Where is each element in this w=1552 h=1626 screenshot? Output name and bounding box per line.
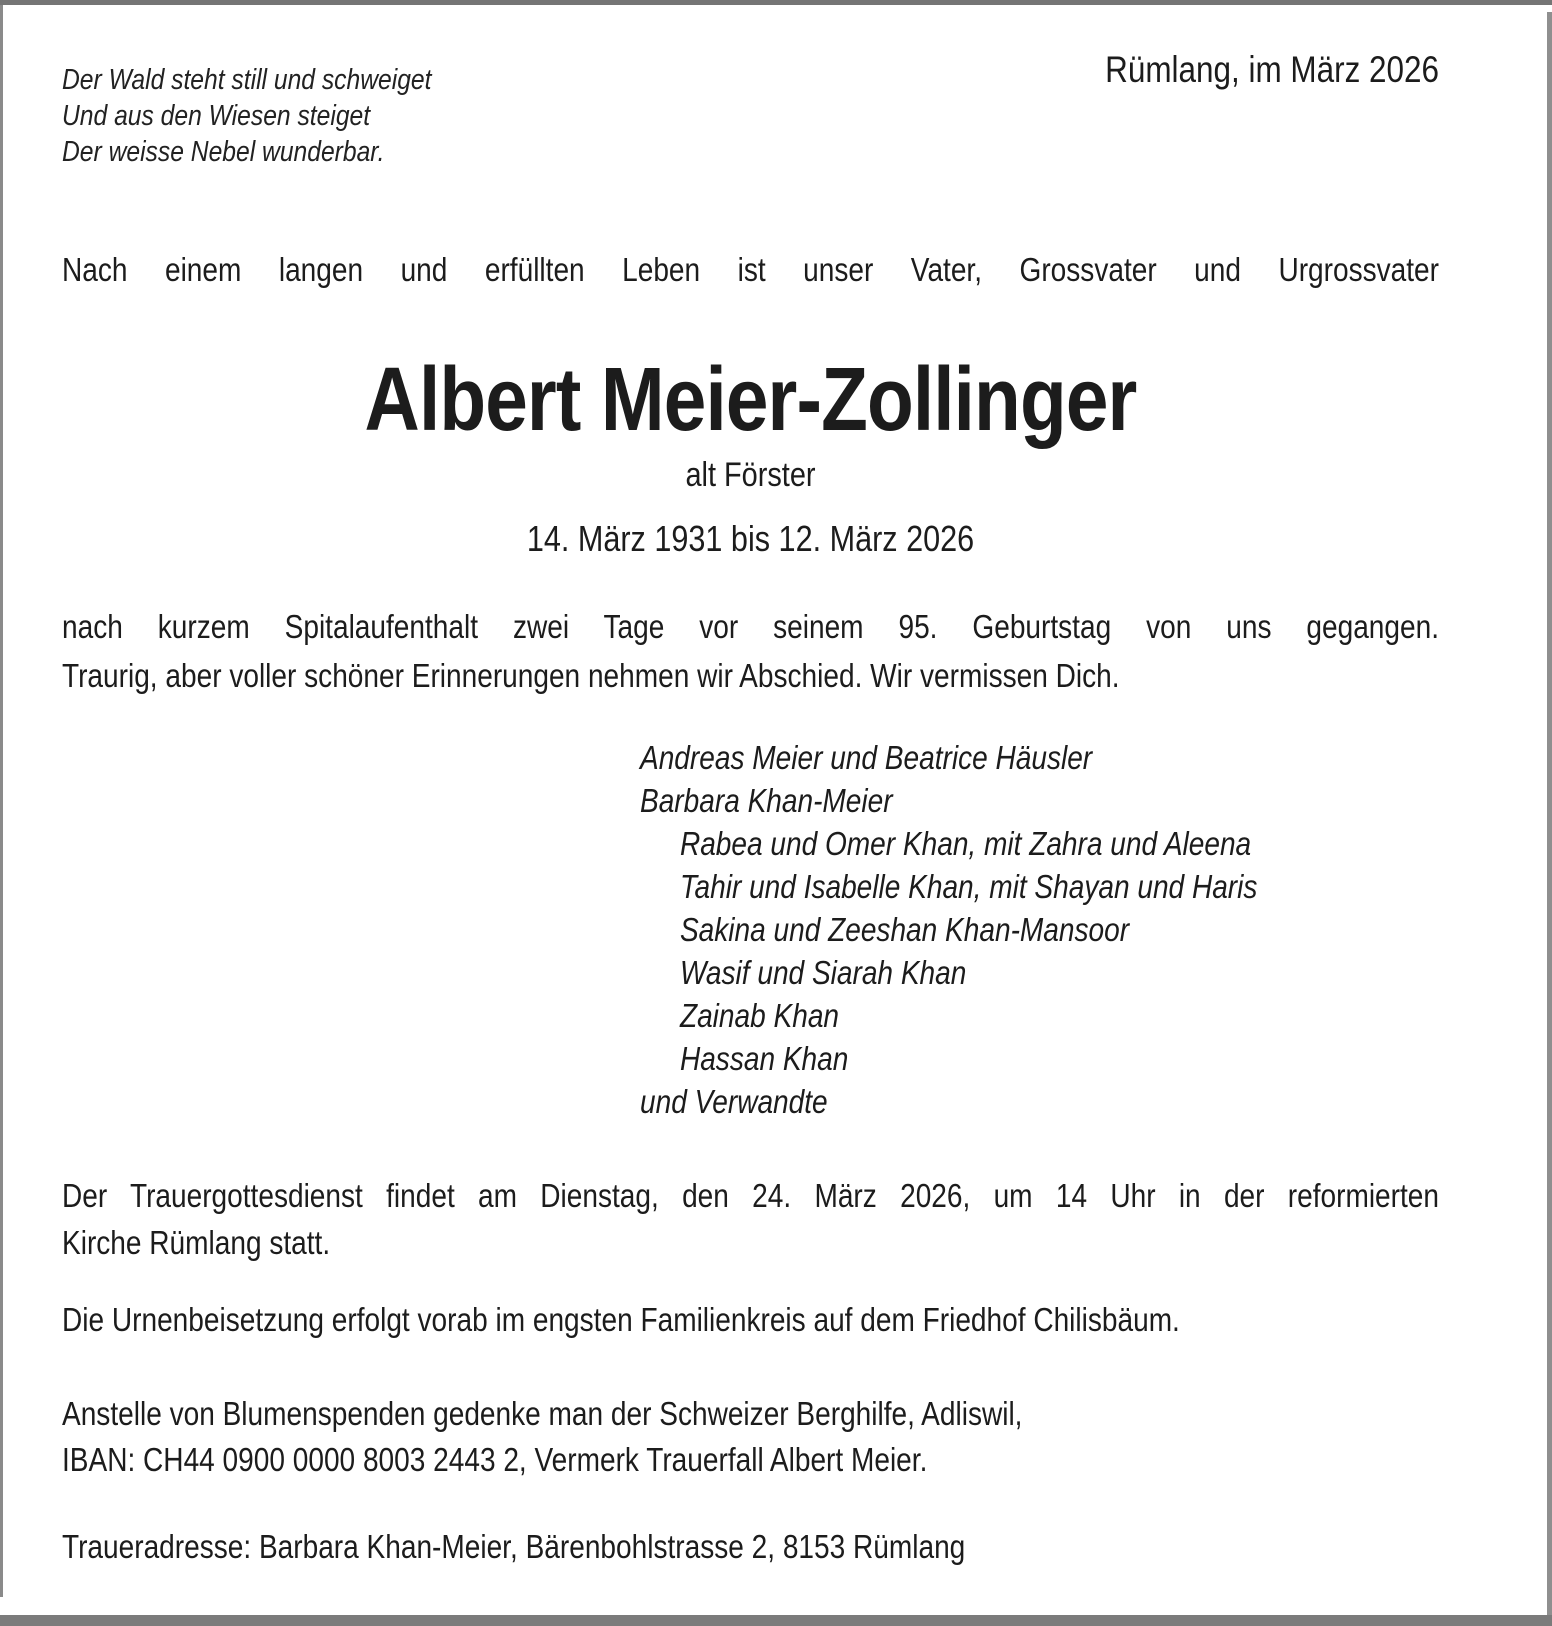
iban-info: IBAN: CH44 0900 0000 8003 2443 2, Vermerk Trauerfall Albert Meier.	[62, 1441, 928, 1478]
poem-line-3: Der weisse Nebel wunderbar.	[62, 136, 385, 168]
mourning-address: Traueradresse: Barbara Khan-Meier, Bärenbohlstrasse 2, 8153 Rümlang	[62, 1528, 966, 1565]
deceased-title: alt Förster	[685, 456, 816, 494]
page-border-left	[0, 5, 3, 1597]
family-list	[640, 736, 1439, 1123]
place-and-date: Rümlang, im März 2026	[1105, 49, 1439, 90]
family-member: Barbara Khan-Meier	[640, 782, 893, 819]
family-member: Wasif und Siarah Khan	[679, 954, 967, 991]
poem-line-2: Und aus den Wiesen steiget	[62, 100, 371, 132]
intro-text: Nach einem langen und erfüllten Leben ist unser Vater, Grossvater und Urgrossvater	[62, 251, 1439, 288]
farewell-message-line-1: nach kurzem Spitalaufenthalt zwei Tage vor seinem 95. Geburtstag von uns gegangen.	[62, 608, 1439, 645]
family-member: Sakina und Zeeshan Khan-Mansoor	[679, 911, 1130, 948]
family-member: Rabea und Omer Khan, mit Zahra und Aleena	[679, 825, 1252, 862]
page-border-right	[1547, 12, 1552, 1615]
farewell-message	[62, 602, 1439, 700]
family-member: Andreas Meier und Beatrice Häusler	[640, 739, 1093, 776]
family-closing: und Verwandte	[640, 1083, 828, 1120]
burial-info: Die Urnenbeisetzung erfolgt vorab im engsten Familienkreis auf dem Friedhof Chilisbäum.	[62, 1301, 1180, 1338]
family-member: Zainab Khan	[679, 997, 840, 1034]
service-info	[62, 1172, 1439, 1266]
deceased-name: Albert Meier-Zollinger	[364, 350, 1137, 450]
family-member: Tahir und Isabelle Khan, mit Shayan und Haris	[679, 868, 1258, 905]
life-dates: 14. März 1931 bis 12. März 2026	[526, 518, 975, 559]
service-info-line-1: Der Trauergottesdienst findet am Dienstag, den 24. März 2026, um 14 Uhr in der reformierten	[62, 1177, 1439, 1214]
family-member: Hassan Khan	[679, 1040, 849, 1077]
farewell-message-line-2: Traurig, aber voller schöner Erinnerungen nehmen wir Abschied. Wir vermissen Dich.	[62, 657, 1120, 694]
donation-info: Anstelle von Blumenspenden gedenke man der Schweizer Berghilfe, Adliswil,	[62, 1395, 1023, 1432]
service-info-line-2: Kirche Rümlang statt.	[62, 1224, 331, 1261]
obituary-content	[62, 0, 1439, 1626]
poem-line-1: Der Wald steht still und schweiget	[62, 64, 432, 96]
